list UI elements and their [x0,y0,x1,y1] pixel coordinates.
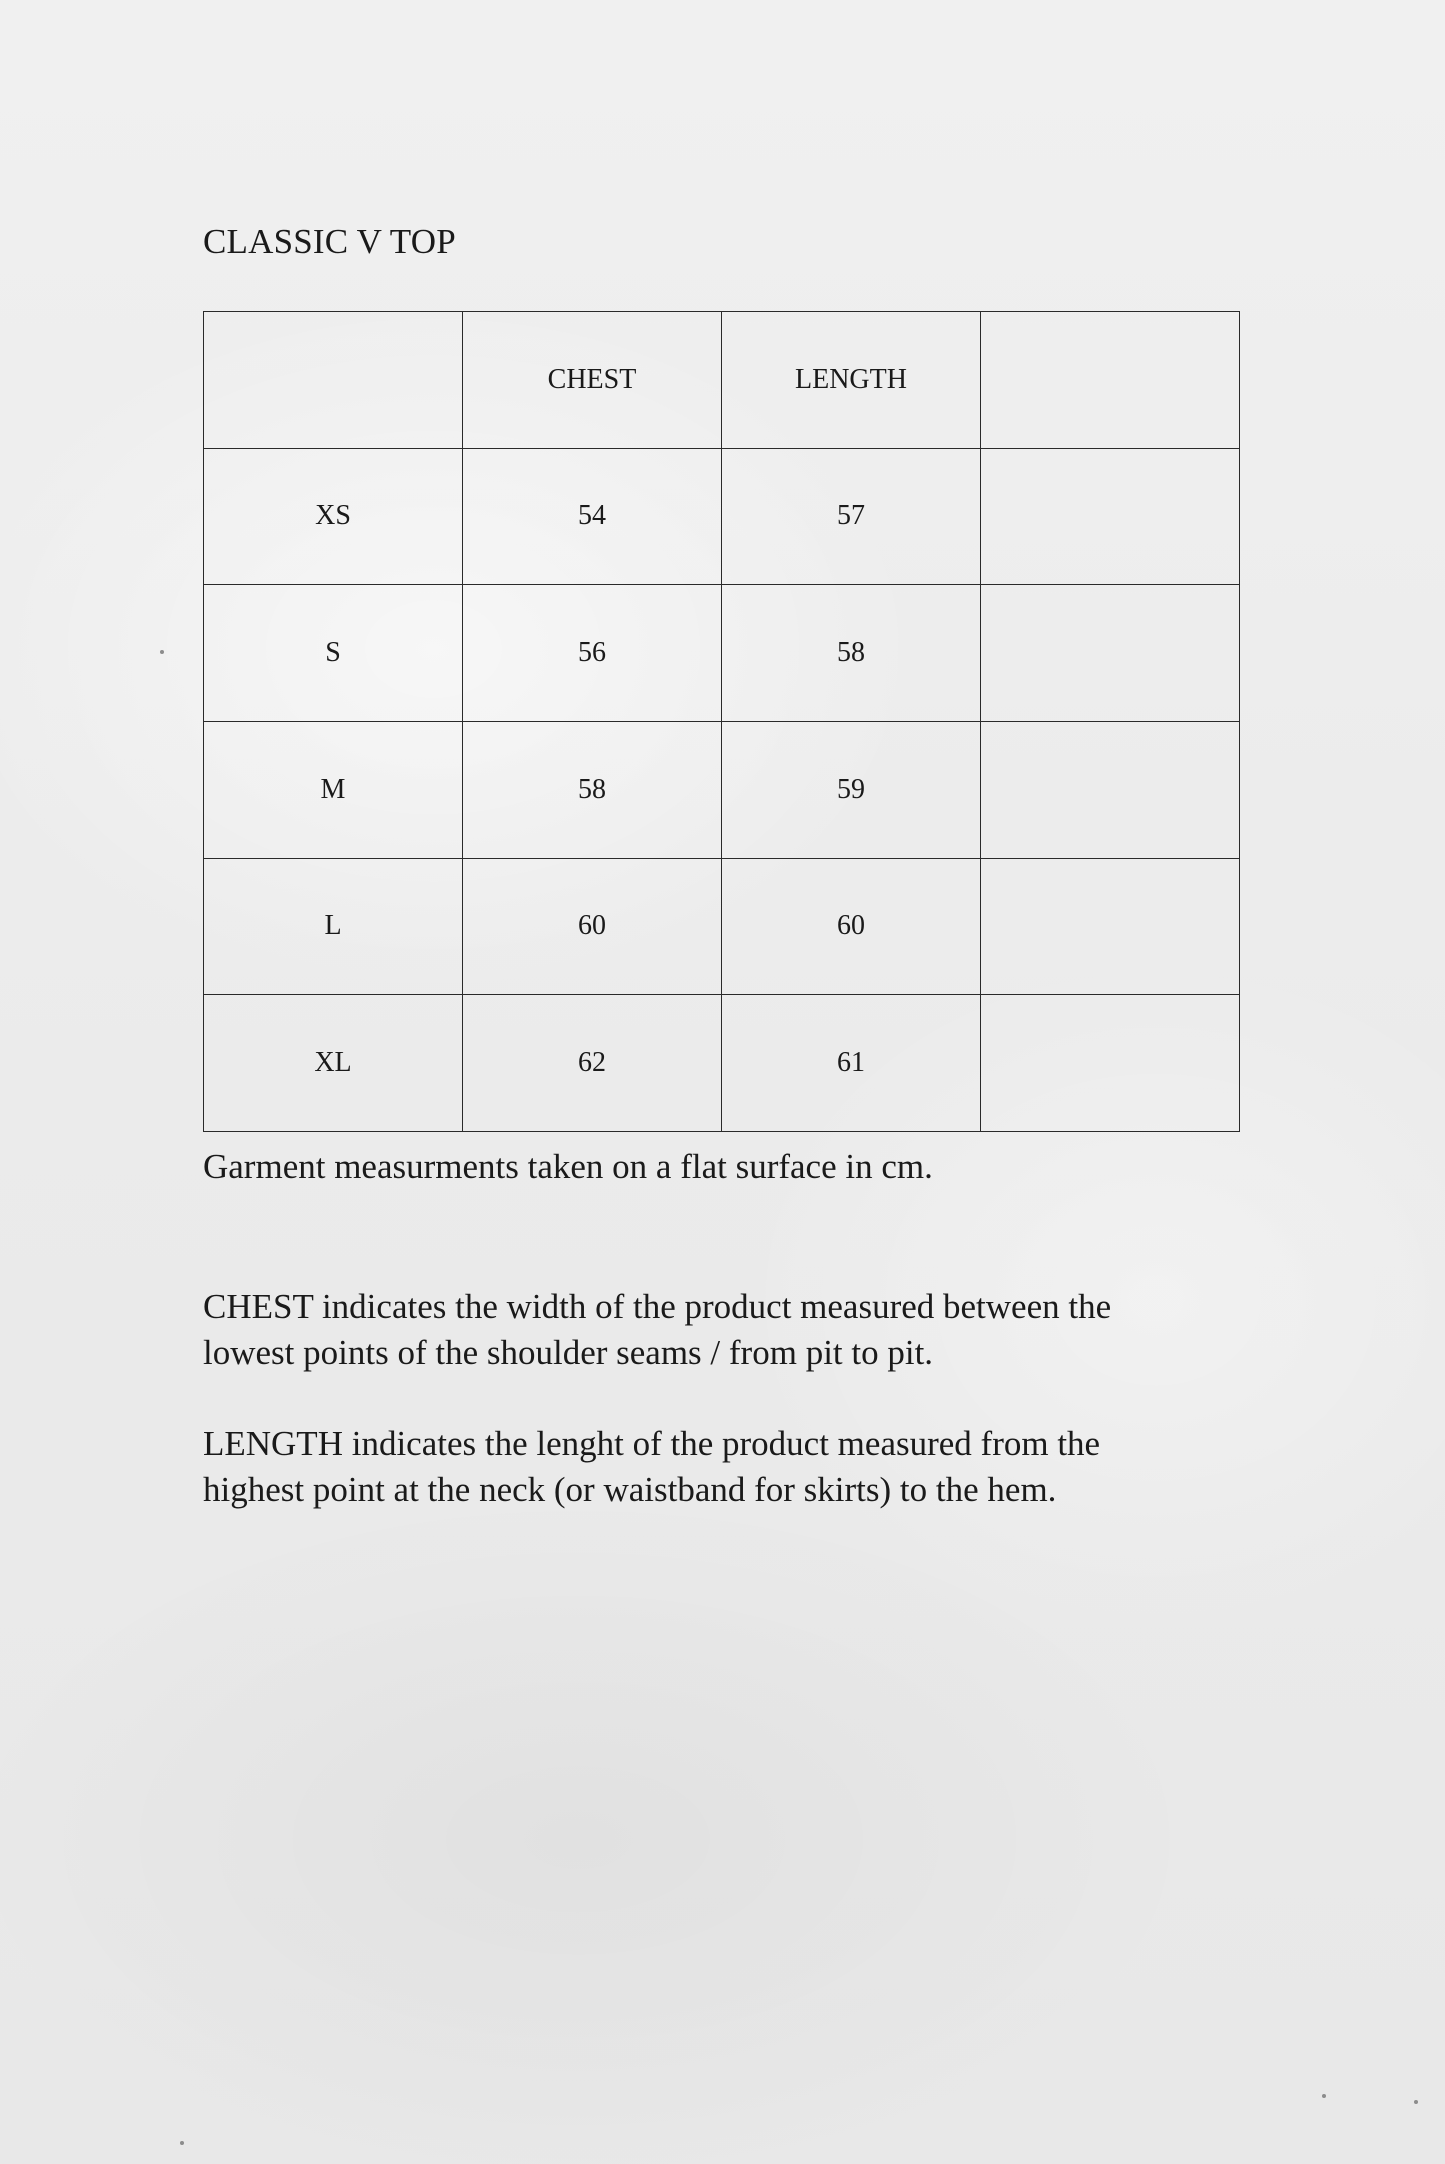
length-description-line: highest point at the neck (or waistband for skirts) to the hem. [203,1470,1057,1509]
chest-cell: 60 [463,858,722,995]
empty-cell [981,448,1240,585]
length-cell: 58 [722,585,981,722]
length-cell: 59 [722,721,981,858]
size-cell: S [204,585,463,722]
chest-description-line: lowest points of the shoulder seams / from pit to pit. [203,1333,934,1372]
header-cell-chest: CHEST [463,312,722,449]
table-row [204,858,1240,995]
empty-cell [981,858,1240,995]
chest-description [203,1284,1111,1376]
size-table [203,311,1240,1132]
table-row [204,721,1240,858]
dust-speck [180,2141,184,2145]
header-cell-empty [981,312,1240,449]
header-cell-length: LENGTH [722,312,981,449]
measurement-caption: Garment measurments taken on a flat surface in cm. [203,1147,933,1186]
table-header-row [204,312,1240,449]
table-row [204,995,1240,1132]
length-description-line: LENGTH indicates the lenght of the product measured from the [203,1424,1101,1463]
chest-cell: 58 [463,721,722,858]
size-cell: XS [204,448,463,585]
size-cell: L [204,858,463,995]
product-title: CLASSIC V TOP [203,222,456,261]
chest-cell: 56 [463,585,722,722]
length-description [203,1421,1100,1513]
empty-cell [981,995,1240,1132]
empty-cell [981,721,1240,858]
length-cell: 61 [722,995,981,1132]
size-cell: M [204,721,463,858]
empty-cell [981,585,1240,722]
table-row [204,585,1240,722]
size-cell: XL [204,995,463,1132]
header-cell-size [204,312,463,449]
dust-speck [160,650,164,654]
table-row [204,448,1240,585]
length-cell: 60 [722,858,981,995]
length-cell: 57 [722,448,981,585]
dust-speck [1322,2094,1326,2098]
chest-cell: 54 [463,448,722,585]
dust-speck [1414,2100,1418,2104]
chest-description-line: CHEST indicates the width of the product measured between the [203,1287,1112,1326]
chest-cell: 62 [463,995,722,1132]
